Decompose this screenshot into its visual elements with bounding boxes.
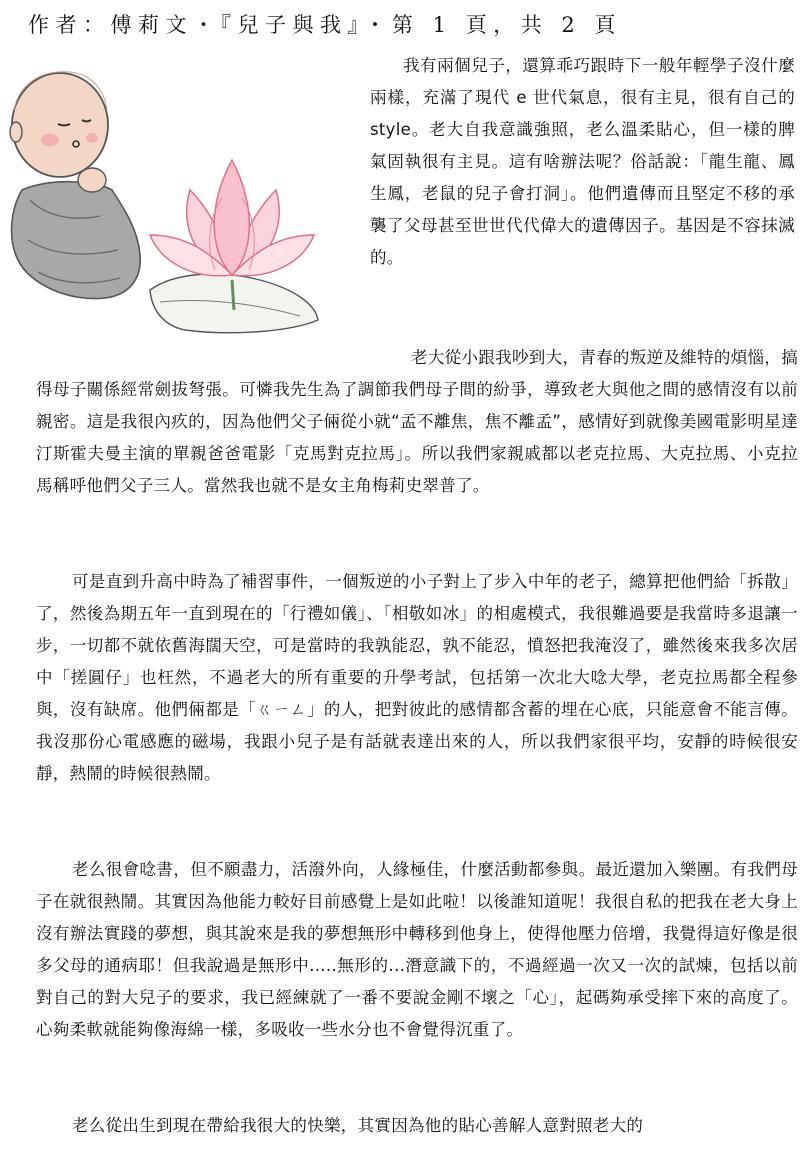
paragraph-5: 老么從出生到現在帶給我很大的快樂，其實因為他的貼心善解人意對照老大的: [72, 1116, 644, 1135]
paragraph-4: 老么很會唸書，但不願盡力，活潑外向，人緣極佳，什麼活動都參與。最近還加入樂團。有我們母子在就很熱鬧。其實因為他能力較好目前感覺上是如此啦！以後誰知道呢！我很自私的把我在老大身上沒有辦法實踐的夢想，與其說來是我的夢想無形中轉移到他身上，使得他壓力倍增，我覺得這好像是很多父母的通病耶！但我說過是無形中.....無形的...潛意識下的，不過經過一次又一次的試煉，包括以前對自己的對大兒子的要求，我已經練就了一番不要說金剛不壞之「心」，起碼夠承受摔下來的高度了。心夠柔軟就能夠像海綿一樣，多吸收一些水分也不會覺得沉重了。: [36, 860, 798, 1039]
paragraph-3: 可是直到升高中時為了補習事件，一個叛逆的小子對上了步入中年的老子，總算把他們給「拆散」了，然後為期五年一直到現在的「行禮如儀」、「相敬如冰」的相處模式，我很難過要是我當時多退讓一步，一切都不就依舊海闊天空，可是當時的我孰能忍，孰不能忍，憤怒把我淹沒了，雖然後來我多次居中「搓圓仔」也枉然，不過老大的所有重要的升學考試，包括第一次北大唸大學，老克拉馬都全程參與，沒有缺席。他們倆都是「ㄍㄧㄥ」的人，把對彼此的感情都含蓄的埋在心底，只能意會不能言傳。我沒那份心電感應的磁場，我跟小兒子是有話就表達出來的人，所以我們家很平均，安靜的時候很安靜，熱鬧的時候很熱鬧。: [36, 572, 798, 783]
paragraph-2: 老大從小跟我吵到大，青春的叛逆及維特的煩惱，搞得母子關係經常劍拔弩張。可憐我先生為了調節我們母子間的紛爭，導致老大與他之間的感情沒有以前親密。這是我很內疚的，因為他們父子倆從小就“孟不離焦，焦不離孟”，感情好到就像美國電影明星達汀斯霍夫曼主演的單親爸爸電影「克馬對克拉馬」。所以我們家親戚都以老克拉馬、大克拉馬、小克拉馬稱呼他們父子三人。當然我也就不是女主角梅莉史翠普了。: [36, 348, 798, 495]
illustration: [0, 40, 350, 340]
cartoon-monk-icon: [10, 72, 140, 299]
paragraph-1: 我有兩個兒子，還算乖巧跟時下一般年輕學子沒什麼兩樣，充滿了現代 e 世代氣息，很有主見，很有自己的 style。老大自我意識強照，老么溫柔貼心，但一樣的脾氣固執很有主見。這有啥辦法呢？俗話說：「龍生龍、鳳生鳳，老鼠的兒子會打洞」。他們遺傳而且堅定不移的承襲了父母甚至世世代代偉大的遺傳因子。基因是不容抹滅的。: [370, 56, 795, 267]
pink-lotus-icon: [150, 160, 318, 333]
page-header: 作者：傅莉文・『兒子與我』・第 1 頁，共 2 頁: [28, 13, 622, 37]
